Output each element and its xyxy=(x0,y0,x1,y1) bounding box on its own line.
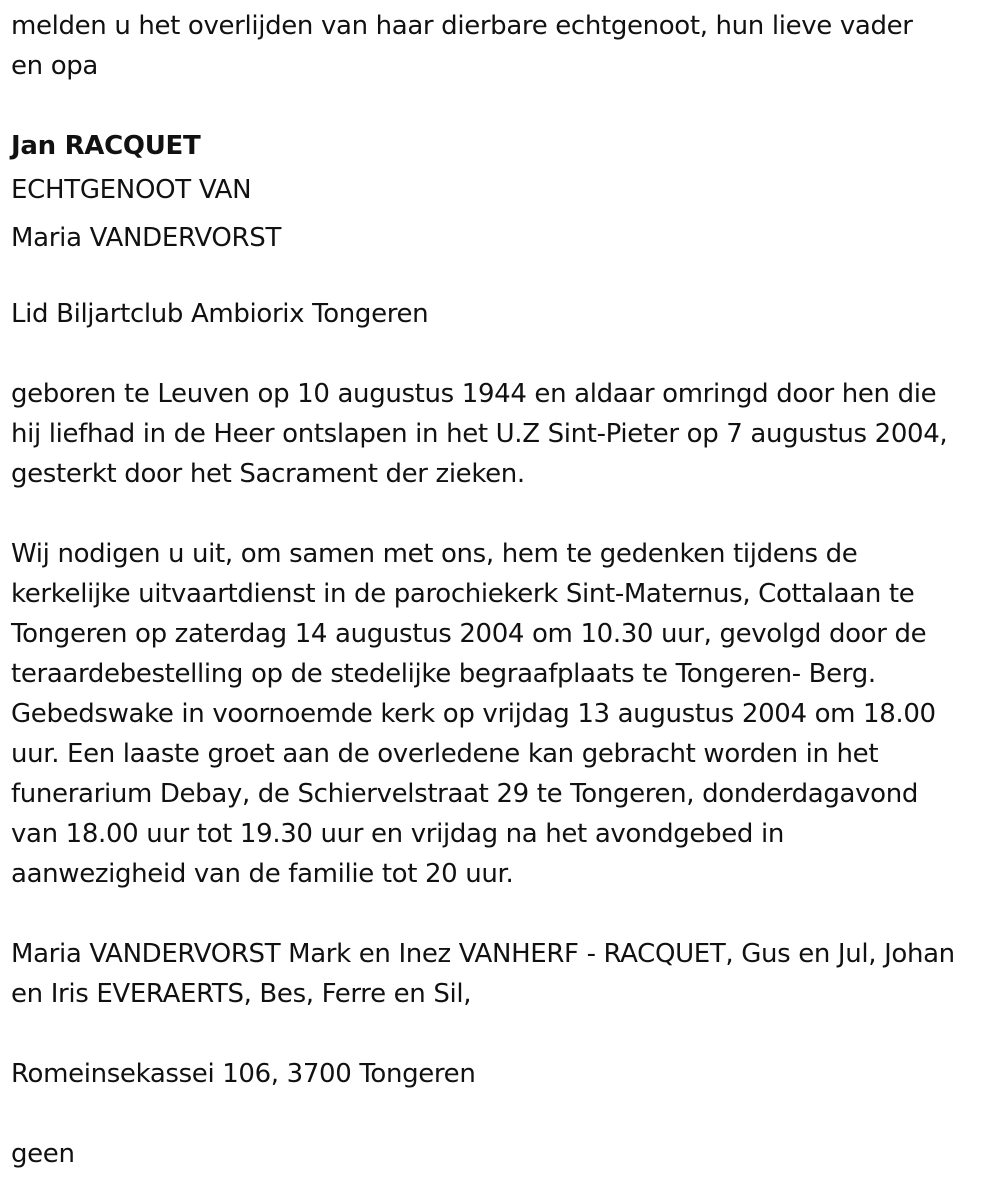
closing-line: geen xyxy=(11,1139,75,1169)
spacer xyxy=(11,1014,996,1054)
address-line: Romeinsekassei 106, 3700 Tongeren xyxy=(11,1059,476,1089)
spouse-title: ECHTGENOOT VAN xyxy=(11,175,252,205)
death-notice xyxy=(11,6,996,1174)
paragraph-line: van 18.00 uur tot 19.30 uur en vrijdag na het avondgebed in xyxy=(11,819,784,849)
paragraph-line: aanwezigheid van de familie tot 20 uur. xyxy=(11,859,514,889)
paragraph-line: en Iris EVERAERTS, Bes, Ferre en Sil, xyxy=(11,979,472,1009)
paragraph-line: uur. Een laaste groet aan de overledene kan gebracht worden in het xyxy=(11,739,879,769)
spacer xyxy=(11,1094,996,1134)
membership-line: Lid Biljartclub Ambiorix Tongeren xyxy=(11,299,429,329)
intro-line: melden u het overlijden van haar dierbare echtgenoot, hun lieve vader xyxy=(11,11,913,41)
spacer xyxy=(11,894,996,934)
family-paragraph xyxy=(11,934,996,1014)
intro-paragraph xyxy=(11,6,996,86)
birth-death-paragraph xyxy=(11,374,996,494)
paragraph-line: Tongeren op zaterdag 14 augustus 2004 om 10.30 uur, gevolgd door de xyxy=(11,619,927,649)
paragraph-line: kerkelijke uitvaartdienst in de parochiekerk Sint-Maternus, Cottalaan te xyxy=(11,579,915,609)
paragraph-line: hij liefhad in de Heer ontslapen in het U.Z Sint-Pieter op 7 augustus 2004, xyxy=(11,419,948,449)
spouse-name: Maria VANDERVORST xyxy=(11,223,282,253)
paragraph-line: gesterkt door het Sacrament der zieken. xyxy=(11,459,525,489)
spacer xyxy=(11,262,996,294)
spacer xyxy=(11,334,996,374)
paragraph-line: geboren te Leuven op 10 augustus 1944 en aldaar omringd door hen die xyxy=(11,379,937,409)
intro-line: en opa xyxy=(11,51,98,81)
paragraph-line: teraardebestelling op de stedelijke begraafplaats te Tongeren- Berg. xyxy=(11,659,876,689)
deceased-name: Jan RACQUET xyxy=(11,131,201,161)
paragraph-line: Maria VANDERVORST Mark en Inez VANHERF - RACQUET, Gus en Jul, Johan xyxy=(11,939,955,969)
paragraph-line: funerarium Debay, de Schiervelstraat 29 te Tongeren, donderdagavond xyxy=(11,779,918,809)
spacer xyxy=(11,494,996,534)
invitation-paragraph xyxy=(11,534,996,894)
paragraph-line: Wij nodigen u uit, om samen met ons, hem te gedenken tijdens de xyxy=(11,539,858,569)
paragraph-line: Gebedswake in voornoemde kerk op vrijdag 13 augustus 2004 om 18.00 xyxy=(11,699,936,729)
spacer xyxy=(11,86,996,126)
